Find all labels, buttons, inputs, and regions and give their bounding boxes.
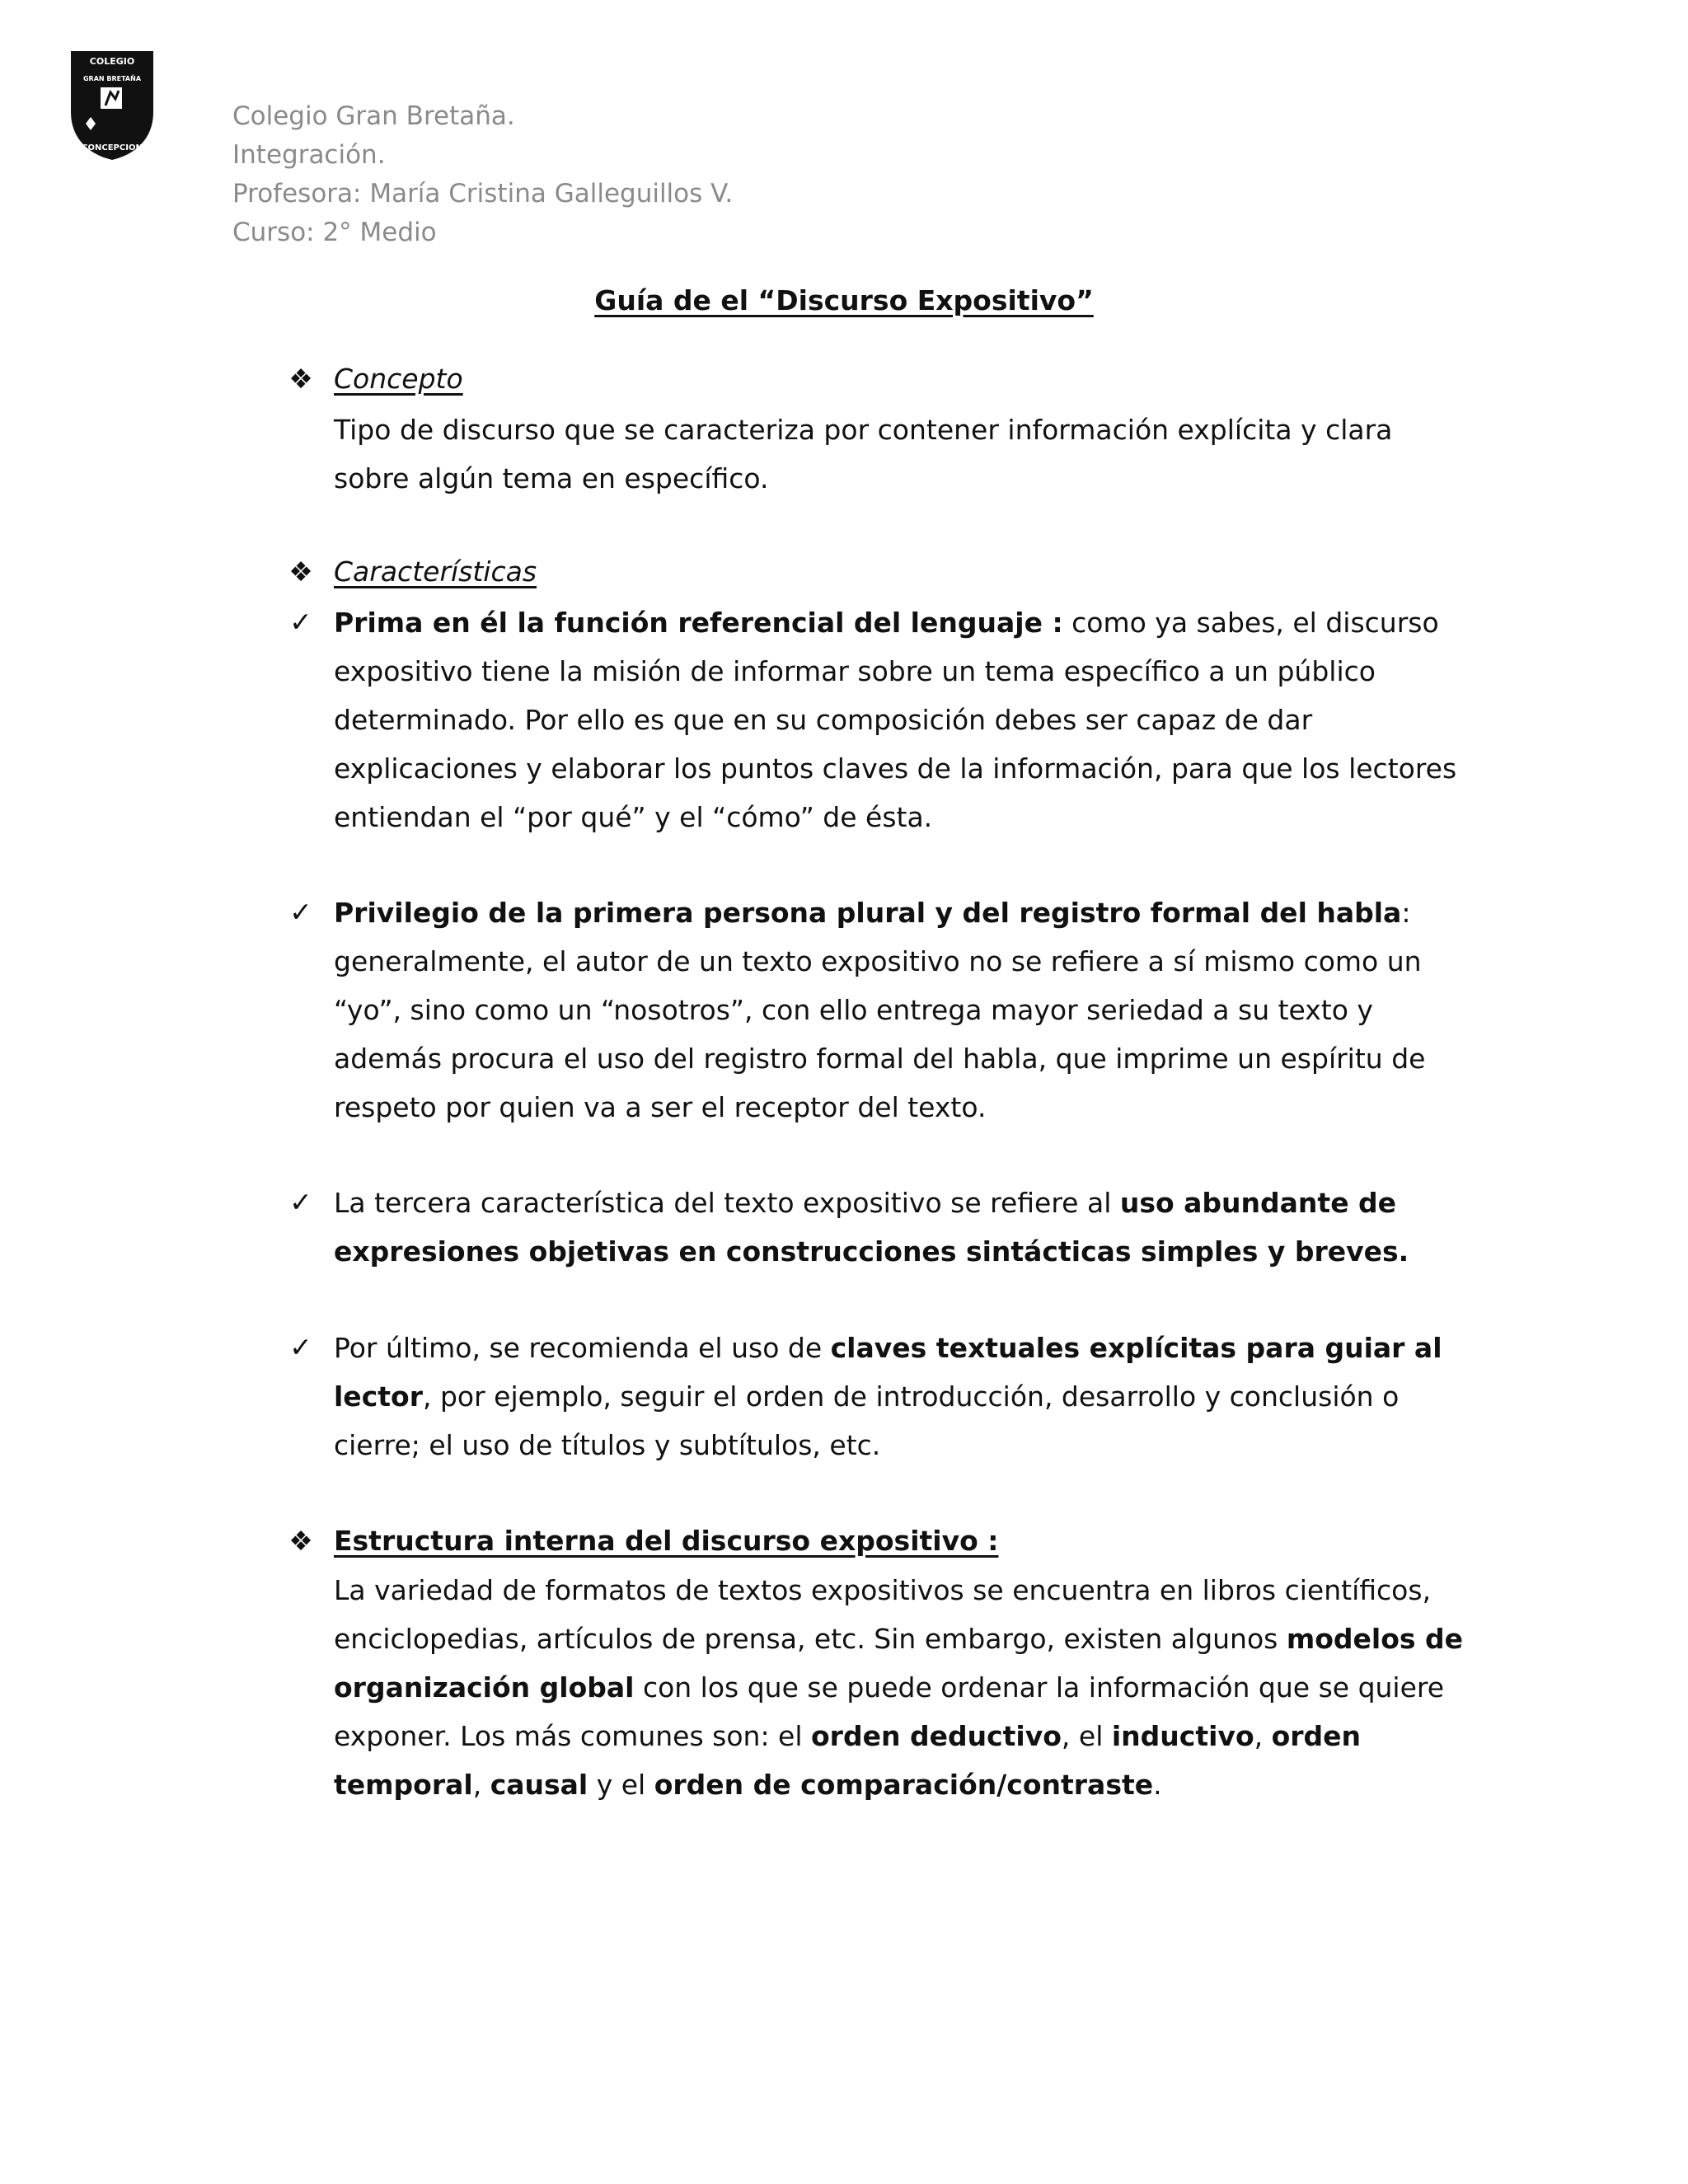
logo-bottom-text: CONCEPCION [82, 143, 143, 152]
item2-text: : generalmente, el autor de un texto expositivo no se refiere a sí mismo como un “yo”, sino como un “nosotros”, con ello entrega mayor seriedad a su texto y además procura el uso del registro formal del habla, que imprime un espíritu de respeto por quien va a ser el receptor del texto. [334, 897, 1426, 1123]
diamond-bullet-icon: ❖ [288, 363, 313, 395]
item3-bold: uso abundante de expresiones objetivas en construcciones sintácticas simples y breves. [334, 1187, 1409, 1268]
estructura-t3: , el [1061, 1720, 1112, 1752]
check-icon: ✓ [289, 1331, 312, 1363]
caracteristica-item-2 [334, 888, 1475, 1132]
item4-text-2: , por ejemplo, seguir el orden de introducción, desarrollo y conclusión o cierre; el uso de títulos y subtítulos, etc. [334, 1380, 1400, 1461]
subject: Integración. [232, 140, 386, 170]
page-title: Guía de el “Discurso Expositivo” [594, 284, 1094, 316]
logo-mid-text: GRAN BRETAÑA [82, 75, 142, 82]
diamond-bullet-icon: ❖ [288, 555, 313, 588]
item1-bold: Prima en él la función referencial del lenguaje : [334, 607, 1063, 639]
item2-bold: Privilegio de la primera persona plural y del registro formal del habla [334, 897, 1402, 929]
estructura-heading: Estructura interna del discurso expositivo : [334, 1525, 999, 1557]
teacher: Profesora: María Cristina Galleguillos V. [232, 179, 734, 209]
diamond-bullet-icon: ❖ [288, 1525, 313, 1557]
concepto-text: Tipo de discurso que se caracteriza por contener información explícita y clara sobre algún tema en específico. [334, 414, 1393, 494]
caracteristicas-heading: Características [334, 555, 537, 588]
check-icon: ✓ [289, 606, 312, 638]
estructura-b5: causal [490, 1769, 588, 1801]
estructura-t4: , [1254, 1720, 1272, 1752]
logo-top-text: COLEGIO [89, 56, 135, 67]
estructura-b4: orden temporal [334, 1720, 1362, 1801]
estructura-b6: orden de comparación/contraste [654, 1769, 1154, 1801]
check-icon: ✓ [289, 1186, 312, 1218]
school-logo [68, 48, 157, 163]
estructura-t2: con los que se puede ordenar la información que se quiere exponer. Los más comunes son: el [334, 1671, 1445, 1752]
item3-text: La tercera característica del texto expositivo se refiere al [334, 1187, 1120, 1219]
check-icon: ✓ [289, 896, 312, 928]
estructura-b1: modelos de organización global [334, 1623, 1464, 1704]
caracteristica-item-3 [334, 1179, 1475, 1276]
estructura-t7: . [1153, 1769, 1162, 1801]
school-name: Colegio Gran Bretaña. [232, 101, 515, 131]
estructura-t5: , [472, 1769, 490, 1801]
estructura-b2: orden deductivo [811, 1720, 1062, 1752]
estructura-t6: y el [588, 1769, 654, 1801]
item1-text: como ya sabes, el discurso expositivo tiene la misión de informar sobre un tema específico a un público determinado. Por ello es que en su composición debes ser capaz de dar explicaciones y elaborar los puntos claves de la información, para que los lectores entiendan el “por qué” y el “cómo” de ésta. [334, 607, 1457, 833]
item4-bold: claves textuales explícitas para guiar al lector [334, 1332, 1442, 1413]
estructura-b3: inductivo [1111, 1720, 1254, 1752]
concepto-heading: Concepto [334, 363, 463, 395]
item4-text: Por último, se recomienda el uso de [334, 1332, 831, 1364]
course: Curso: 2° Medio [232, 218, 437, 247]
caracteristica-item-4 [334, 1324, 1475, 1469]
document-header [232, 97, 733, 252]
estructura-text [334, 1566, 1475, 1809]
caracteristica-item-1 [334, 598, 1475, 841]
estructura-t1: La variedad de formatos de textos expositivos se encuentra en libros científicos, enciclopedias, artículos de prensa, etc. Sin embargo, existen algunos [334, 1574, 1432, 1655]
